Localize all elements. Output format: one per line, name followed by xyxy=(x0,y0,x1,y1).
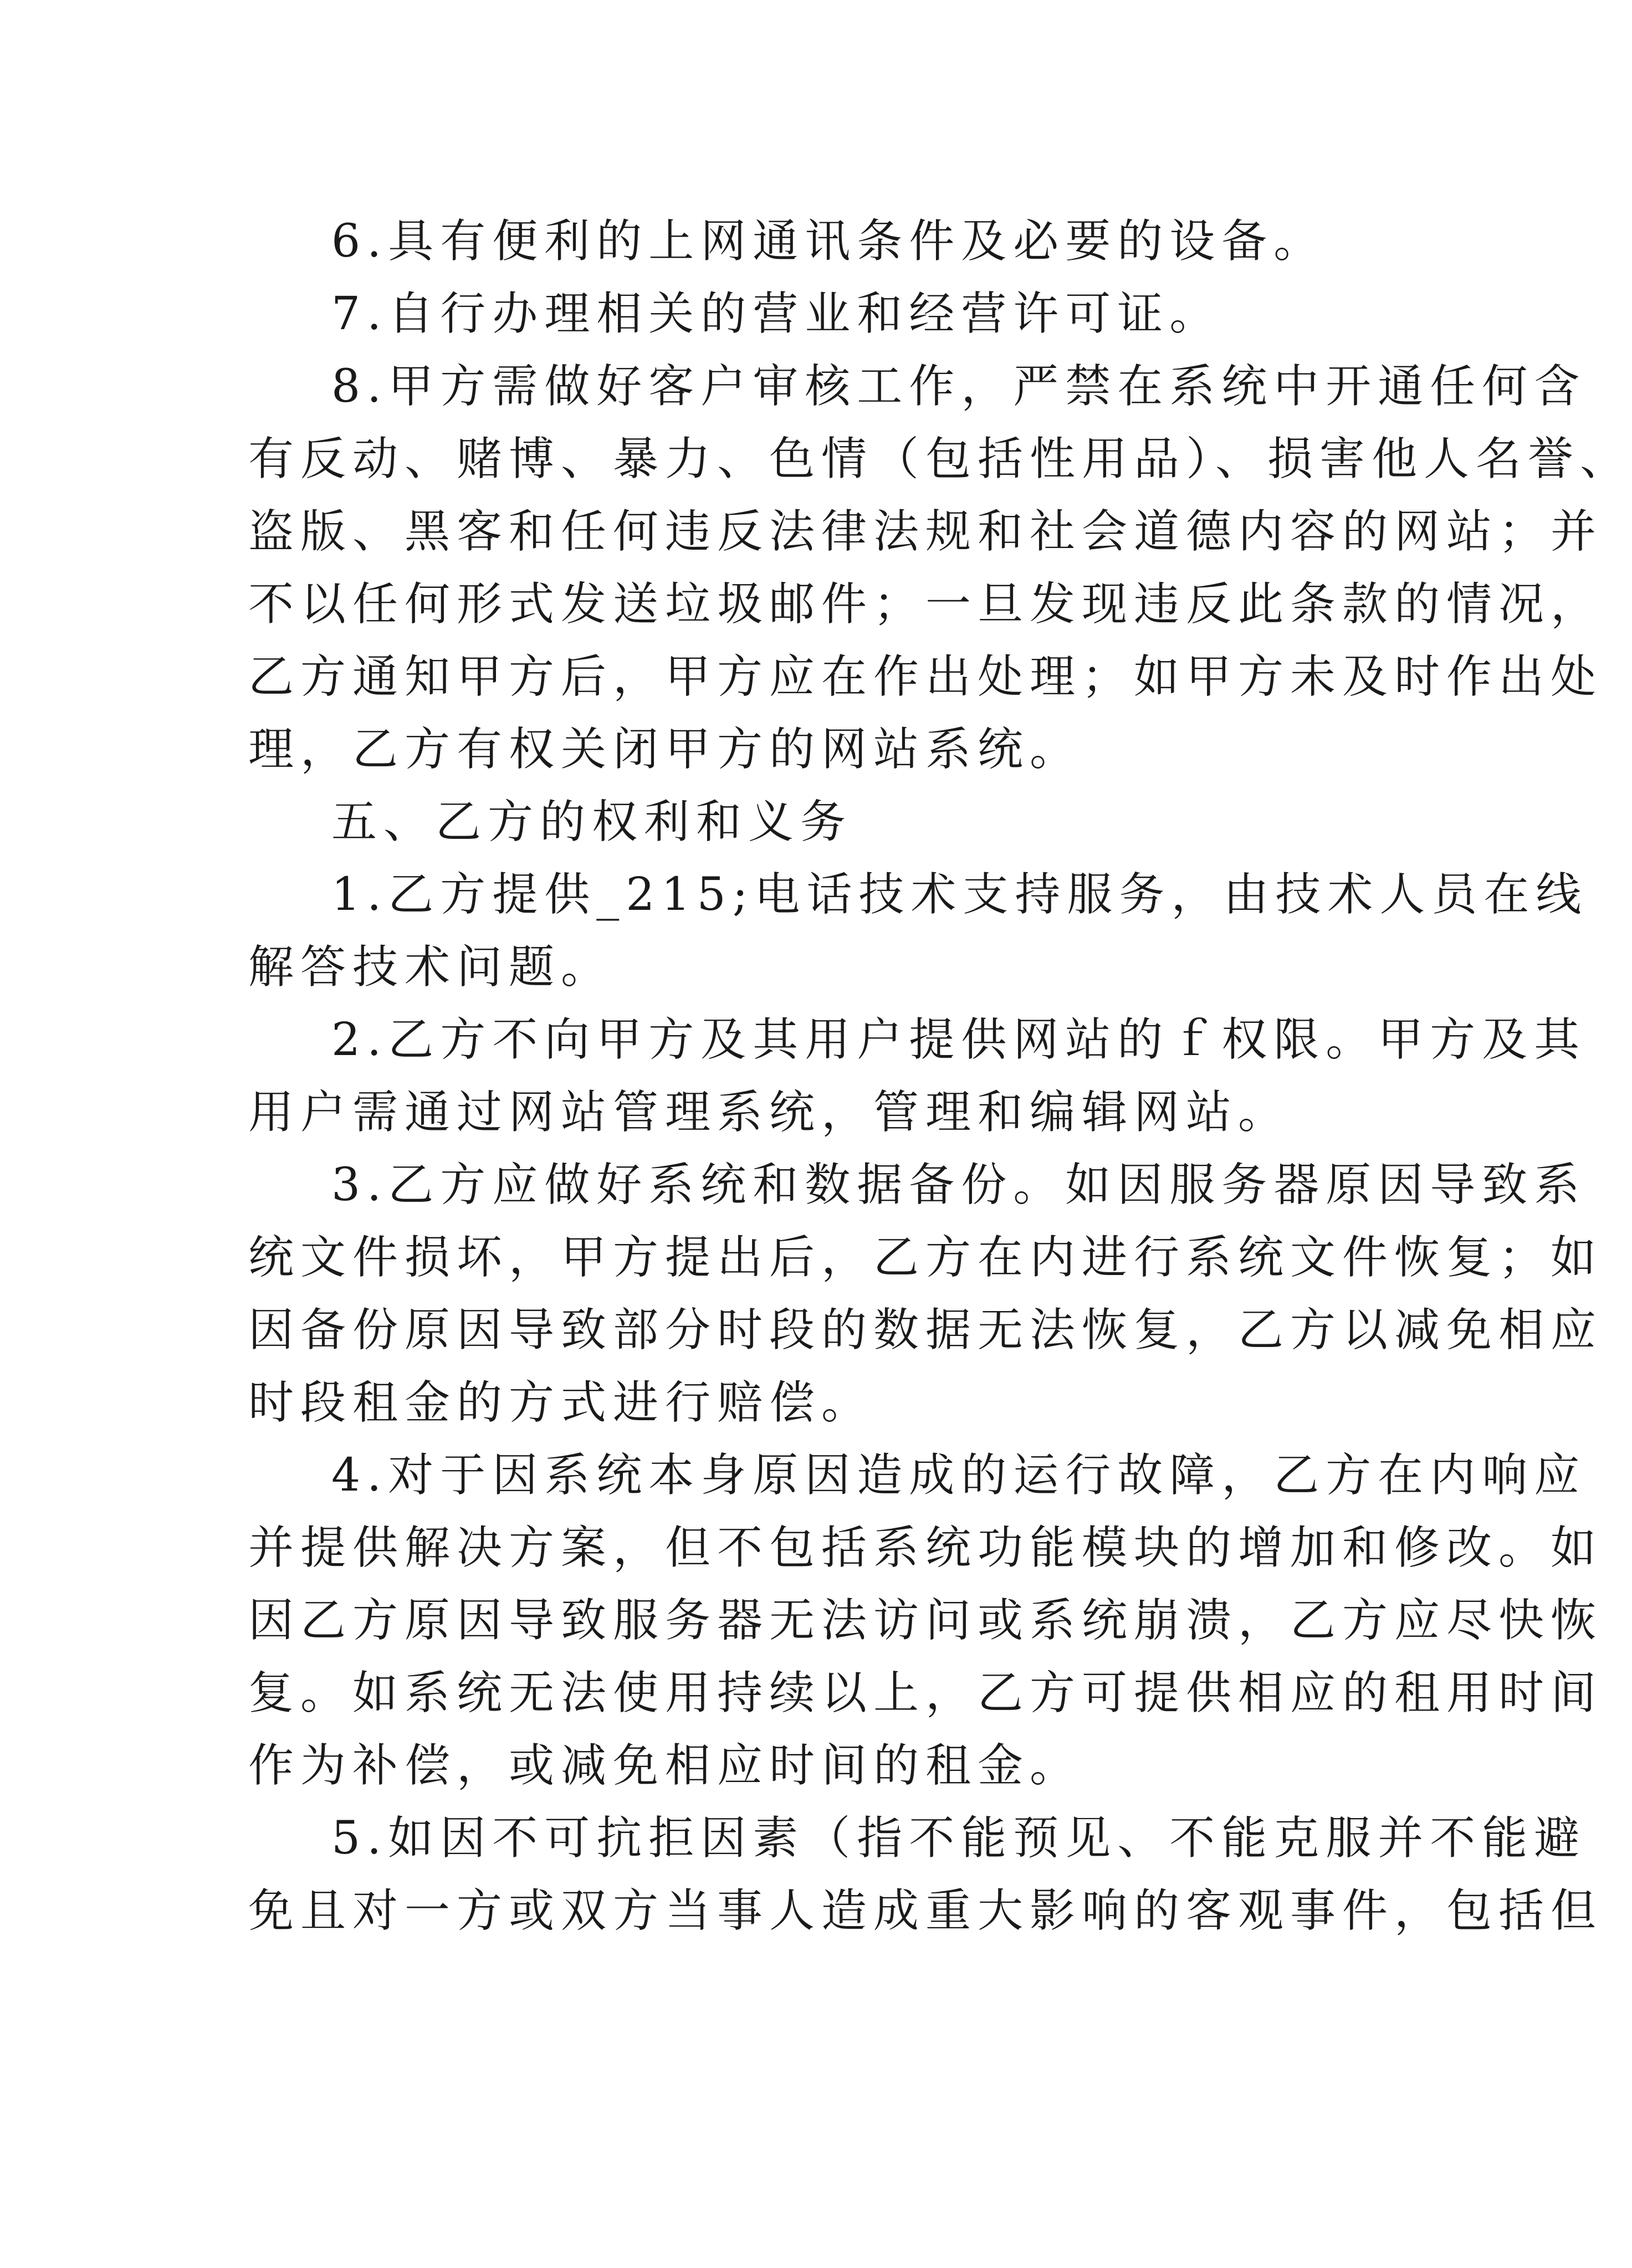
clause-line: 不以任何形式发送垃圾邮件；一旦发现违反此条款的情况， xyxy=(248,578,1603,631)
clause-line: 2.乙方不向甲方及其用户提供网站的ｆ权限。甲方及其 xyxy=(331,1013,1587,1066)
clause-line: 盗版、黑客和任何违反法律法规和社会道德内容的网站；并 xyxy=(248,505,1603,558)
clause-line: 统文件损坏，甲方提出后，乙方在内进行系统文件恢复；如 xyxy=(248,1231,1603,1284)
clause-line: 7.自行办理相关的营业和经营许可证。 xyxy=(331,288,1222,340)
clause-line: 理，乙方有权关闭甲方的网站系统。 xyxy=(248,723,1082,776)
clause-line: 3.乙方应做好系统和数据备份。如因服务器原因导致系 xyxy=(331,1159,1587,1211)
clause-line: 解答技术问题。 xyxy=(248,941,613,994)
clause-line: 4.对于因系统本身原因造成的运行故障，乙方在内响应 xyxy=(331,1449,1587,1502)
clause-line: 5.如因不可抗拒因素（指不能预见、不能克服并不能避 xyxy=(331,1812,1587,1865)
clause-line: 8.甲方需做好客户审核工作，严禁在系统中开通任何含 xyxy=(331,360,1587,413)
clause-line: 因乙方原因导致服务器无法访问或系统崩溃，乙方应尽快恢 xyxy=(248,1594,1603,1647)
clause-line: 用户需通过网站管理系统，管理和编辑网站。 xyxy=(248,1086,1291,1139)
clause-line: 乙方通知甲方后，甲方应在作出处理；如甲方未及时作出处 xyxy=(248,651,1603,703)
clause-line: 并提供解决方案，但不包括系统功能模块的增加和修改。如 xyxy=(248,1522,1603,1574)
clause-line: 作为补偿，或减免相应时间的租金。 xyxy=(248,1739,1082,1792)
clause-line: 有反动、赌博、暴力、色情（包括性用品）、损害他人名誉、 xyxy=(248,433,1632,485)
clause-line: 复。如系统无法使用持续以上，乙方可提供相应的租用时间 xyxy=(248,1667,1603,1719)
section-heading: 五、乙方的权利和义务 xyxy=(331,796,853,848)
clause-line: 6.具有便利的上网通讯条件及必要的设备。 xyxy=(331,215,1326,268)
document-body xyxy=(248,205,1632,1947)
clause-line: 时段租金的方式进行赔偿。 xyxy=(248,1376,874,1429)
clause-line: 因备份原因导致部分时段的数据无法恢复，乙方以减免相应 xyxy=(248,1304,1603,1356)
clause-line: 1.乙方提供_215;电话技术支持服务，由技术人员在线 xyxy=(331,868,1588,921)
clause-line: 免且对一方或双方当事人造成重大影响的客观事件，包括但 xyxy=(248,1885,1603,1937)
